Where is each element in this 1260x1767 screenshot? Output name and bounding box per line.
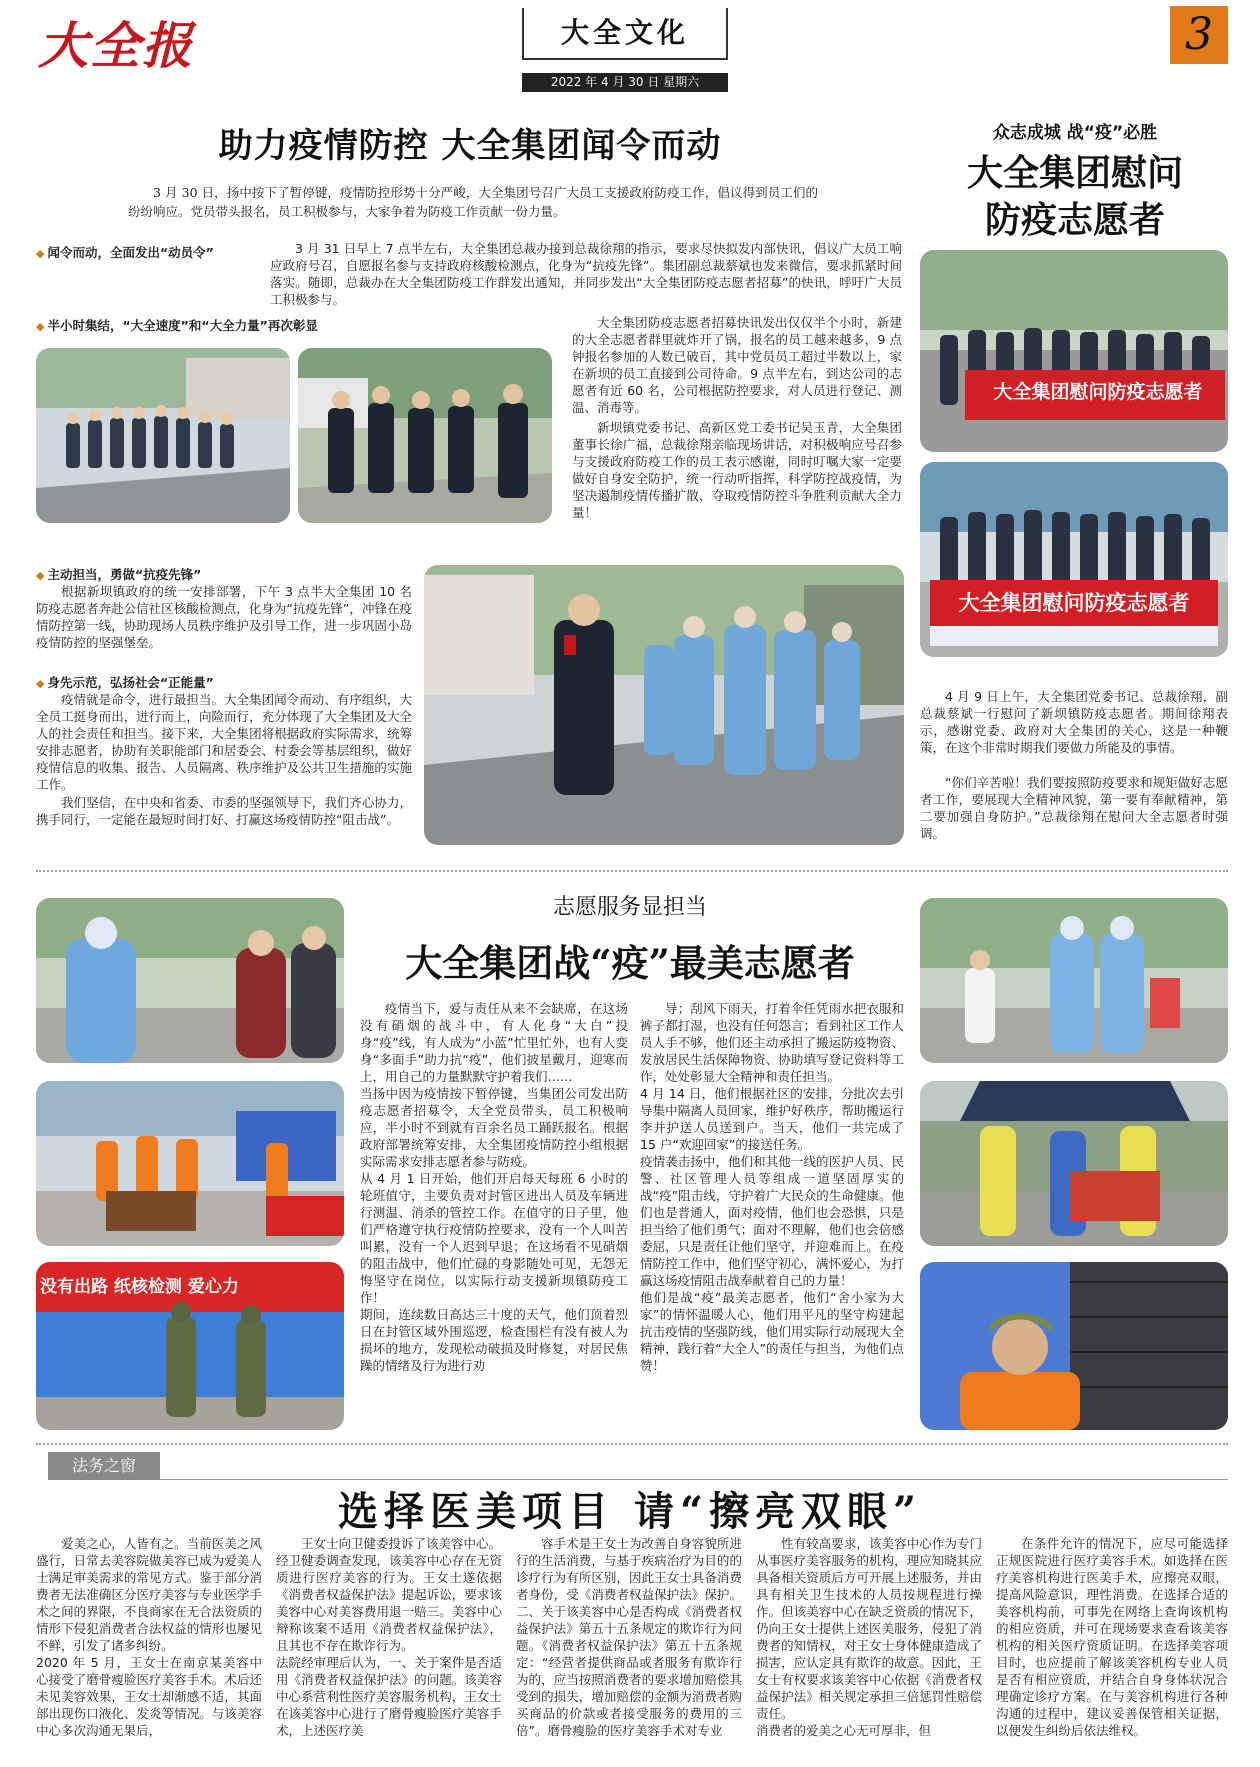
article3-col-2 <box>640 1000 904 1374</box>
date-bar <box>522 73 728 92</box>
article4-col-2-text: 王女士向卫健委投诉了该美容中心。 经卫健委调查发现，该美容中心存在无资质进行医疗美容的行为。王女士遂依据《消费者权益保护法》提起诉讼，要求该美容中心对美容费用退一赔三。美容中心辩称该案不适用《消费者权益保护法》，且其也不存在欺诈行为。 法院经审理后认为，一、关于案件是否适用《消费者权益保护法》的问题。该美容中心系营利性医疗美容服务机构，王女士在该美容中心进行了磨骨瘦脸医疗美容手术，上述医疗美 <box>276 1536 502 1738</box>
article1-para-1: 3 月 31 日早上 7 点半左右，大全集团总裁办接到总裁徐翔的指示，要求尽快拟发内部快讯，倡议广大员工响应政府号召，自愿报名参与支持政府核酸检测点，化身为“抗疫先锋”。集团副总裁蔡斌也发来微信，要求抓紧时间落实。随即，总裁办在大全集团防疫工作群发出通知，并同步发出“大全集团防疫志愿者招募”的快讯，呼吁广大员工积极参与。 <box>270 241 902 307</box>
article2-kicker: 众志成城 战“疫”必胜 <box>992 123 1158 143</box>
photo-leaders-speech <box>298 348 552 523</box>
photo-escort-residents <box>920 898 1228 1063</box>
article4-title: 选择医美项目 请“擦亮双眼” <box>338 1488 922 1535</box>
article1-para-3: 根据新坝镇政府的统一安排部署，下午 3 点半大全集团 10 名防疫志愿者奔赴公信社区核酸检测点，化身为“抗疫先锋”，冲锋在疫情防控第一线，协助现场人员秩序维护及引导工作，进一步巩固小岛疫情防控的坚强堡垒。 <box>36 584 412 650</box>
page-number-box <box>1170 6 1228 64</box>
photo-blue-suit-volunteers <box>424 565 904 845</box>
article2-title-line2: 防疫志愿者 <box>984 199 1165 241</box>
photo-sign-text: 没有出路 纸核检测 爱心力 <box>40 1277 239 1297</box>
article3-col-2-text: 导；刮风下雨天，打着伞任凭雨水把衣服和裤子都打湿，也没有任何怨言；看到社区工作人员人手不够，他们还主动承担了搬运防疫物资、发放居民生活保障物资、协助填写登记资料等工作，处处彰显大全精神和责任担当。 4 月 14 日，他们根据社区的安排，分批次去引导集中隔离人员回家，维护好秩序，帮助搬运行李并护送人员送到户。当天，他们一共完成了 15 户“欢迎回家”的接送任务。 疫情袭击扬中，他们和其他一线的医护人员、民警、社区管理人员等组成一道坚固厚实的战“疫”阻击线，守护着广大民众的生命健康。他们也是普通人，面对疫情，他们也会恐惧，只是担当给了他们勇气；面对不理解，他们也会倍感委屈，只是责任让他们坚守，并迎难而上。在疫情防控工作中，他们坚守初心，满怀爱心，为打赢这场疫情阻击战奉献着自己的力量！ 他们是战“疫”最美志愿者，他们“舍小家为大家”的情怀温暖人心，他们用平凡的坚守构建起抗击疫情的坚强防线，他们用实际行动展现大全精神，践行着“大全人”的责任与担当，为他们点赞！ <box>640 1001 904 1373</box>
diamond-icon: ◆ <box>36 569 45 582</box>
article4-col-2 <box>276 1535 502 1739</box>
article3-col-1 <box>360 1000 628 1374</box>
article4-col-1-text: 爱美之心，人皆有之。当前医美之风盛行，日常去美容院做美容已成为爱美人士满足审美需求的常见方式。鉴于部分消费者无法准确区分医疗美容与专业医学手术之间的界限，不良商家在无合法资质的情形下侵犯消费者合法权益的情形也屡见不鲜，引发了诸多纠纷。 2020 年 5 月，王女士在南京某美容中心接受了磨骨瘦脸医疗美容手术。术后还未见美容效果，王女士却渐感不适，其面部出现伤口液化、发炎等情况。与该美容中心多次沟通无果后， <box>36 1536 262 1738</box>
article2-title-line1: 大全集团慰问 <box>966 152 1183 194</box>
photo-repairing-fence <box>920 1262 1228 1430</box>
photo-orange-vest-checkpoint <box>36 1081 344 1246</box>
photo-condolence-group-2 <box>920 462 1228 657</box>
section-title-box <box>522 8 728 60</box>
article4-col-4-text: 性有较高要求，该美容中心作为专门从事医疗美容服务的机构，理应知晓其应具备相关资质后方可开展上述服务，并由具有相关卫生技术的人员按规程进行操作。但该美容中心在缺乏资质的情况下，仍向王女士提供上述医美服务，侵犯了消费者的知情权，对王女士身体健康造成了损害，应认定具有欺诈的故意。因此，王女士有权要求该美容中心依据《消费者权益保护法》相关规定承担三倍惩罚性赔偿责任。 消费者的爱美之心无可厚非，但 <box>756 1536 982 1738</box>
article3-title: 大全集团战“疫”最美志愿者 <box>405 941 855 985</box>
article1-subhead-3: ◆ 主动担当，勇做“抗疫先锋” <box>36 567 202 582</box>
article1-para-4a: 疫情就是命令，进行最担当。大全集团闻令而动、有序组织，大全员工挺身而出，迸行而上，向险而行，充分体现了大全集团及大全人的社会责任和担当。接下来，大全集团将根据政府实际需求，统筹安排志愿者，协助有关职能部门和居委会、村委会等基层组织，做好疫情信息的收集、报告、人员隔离、秩序维护及公共卫生措施的实施工作。 <box>36 692 412 792</box>
page-number: 3 <box>1185 9 1213 60</box>
section-divider-2 <box>36 1443 1228 1445</box>
article4-col-5-text: 在条件允许的情况下，应尽可能选择正规医院进行医疗美容手术。如选择在医疗美容机构进行医美手术，应擦亮双眼，提高风险意识，理性消费。在选择合适的美容机构前，可事先在网络上查询该机构的相应资质，并可在现场要求查看该美容机构的相关医疗资质证明。在选择美容项目时，也应提前了解该美容机构专业人员是否有相应资质，并结合自身身体状况合理确定诊疗方案。在与美容机构进行各种沟通的过程中，建议妥善保管相关证据，以便发生纠纷后依法维权。 <box>996 1536 1228 1738</box>
article3-kicker: 志愿服务显担当 <box>552 895 707 920</box>
article1-title: 助力疫情防控 大全集团闻令而动 <box>218 126 722 166</box>
diamond-icon: ◆ <box>36 247 45 260</box>
photo-loading-supplies <box>920 1081 1228 1246</box>
photo-volunteer-temperature <box>36 898 344 1063</box>
banner-text-2: 大全集团慰问防疫志愿者 <box>958 591 1190 615</box>
banner-text-1: 大全集团慰问防疫志愿者 <box>993 381 1203 403</box>
article4-col-1 <box>36 1535 262 1739</box>
photo-camouflage-patrol <box>36 1262 344 1430</box>
issue-date: 2022 年 4 月 30 日 星期六 <box>550 75 700 89</box>
article4-col-5 <box>996 1535 1228 1739</box>
section-title: 大全文化 <box>560 16 689 49</box>
article1-para-4b: 我们坚信，在中央和省委、市委的坚强领导下，我们齐心协力，携手同行，一定能在最短时间打好、打赢这场疫情防控“阻击战”。 <box>36 795 412 827</box>
legal-section-tag <box>48 1452 160 1480</box>
article1-para-2a: 大全集团防疫志愿者招募快讯发出仅仅半个小时，新建的大全志愿者群里就炸开了锅，报名的员工越来越多，9 点钟报名参加的人数已破百，其中党员员工超过半数以上，家在新坝的员工直接到公司待命。9 点半左右，到达公司的志愿者有近 60 名，公司根据防控要求，对人员进行登记、测温、消毒等。 <box>572 315 902 415</box>
photo-volunteers-gathering <box>36 348 290 523</box>
article1-lead: 3 月 30 日，扬中按下了暂停键，疫情防控形势十分严峻，大全集团号召广大员工支援政府防疫工作，倡议得到员工们的纷纷响应。党员带头报名，员工积极参与，大家争着为防疫工作贡献一份力量。 <box>128 185 818 219</box>
article1-subhead-4: ◆ 身先示范，弘扬社会“正能量” <box>36 675 214 690</box>
legal-section-tag-text: 法务之窗 <box>71 1456 136 1475</box>
article4-col-3 <box>516 1535 742 1739</box>
diamond-icon: ◆ <box>36 677 45 690</box>
article2-para-2: “你们辛苦啦！我们要按照防疫要求和规矩做好志愿者工作，要展现大全精神风貌，第一要有奉献精神，第二要加强自身防护。”总裁徐翔在慰问大全志愿者时强调。 <box>920 775 1228 841</box>
article2-para-1: 4 月 9 日上午，大全集团党委书记、总裁徐翔，副总裁蔡斌一行慰问了新坝镇防疫志愿者。期间徐翔表示，感谢党委、政府对大全集团的关心，这是一种鞭策，在这个非常时期我们要做力所能及的事情。 <box>920 689 1228 755</box>
article3-col-1-text: 疫情当下，爱与责任从来不会缺席，在这场没有硝烟的战斗中，有人化身“大白”投身“疫”线，有人成为“小蓝”忙里忙外，也有人变身“多面手”助力抗“疫”，他们披星戴月，迎寒而上，用自己的力量默默守护着我们…… 当扬中因为疫情按下暂停键，当集团公司发出防疫志愿者招募令，大全党员带头，员工积极响应，半小时不到就有百余名员工踊跃报名。根据政府部署统筹安排，大全集团疫情防控小组根据实际需求安排志愿者参与防疫。 从 4 月 1 日开始，他们开启每天每班 6 小时的轮班值守，主要负责对封管区进出人员及车辆进行测温、消杀的管控工作。在值守的日子里，他们严格遵守执行疫情防控要求，没有一个人叫苦叫累，没有一个人迟到早退；在这场看不见硝烟的阻击战中，他们忙碌的身影随处可见，无怨无悔坚守在岗位，以实际行动支援新坝镇防疫工作！ 期间，连续数日高达三十度的天气，他们顶着烈日在封管区域外围巡逻，检查围栏有没有被人为损坏的地方，发现松动破损及时修复，对居民焦躁的情绪及行为进行劝 <box>360 1001 628 1373</box>
article1-subhead-2: ◆ 半小时集结，“大全速度”和“大全力量”再次彰显 <box>36 318 318 333</box>
diamond-icon: ◆ <box>36 320 45 333</box>
article1-para-2b: 新坝镇党委书记、高新区党工委书记吴玉青，大全集团董事长徐广福，总裁徐翔亲临现场讲话，对积极响应号召参与支援政府防疫工作的员工表示感谢，同时叮嘱大家一定要做好自身安全防护，统一行动听指挥，科学防控战疫情，为坚决遏制疫情传播扩散，夺取疫情防控斗争胜利贡献大全力量！ <box>572 420 902 520</box>
article1-subhead-1: ◆ 闻令而动，全面发出“动员令” <box>36 245 214 260</box>
section-divider-1 <box>36 870 1228 872</box>
photo-condolence-group-1 <box>920 250 1228 452</box>
masthead <box>0 0 1260 95</box>
article4-col-3-text: 容手术是王女士为改善自身容貌所进行的生活消费，与基于疾病治疗为目的的诊疗行为有所区别，因此王女士具备消费者身份，受《消费者权益保护法》保护。二、关于该美容中心是否构成《消费者权益保护法》第五十五条规定的欺诈行为问题。《消费者权益保护法》第五十五条规定：“经营者提供商品或者服务有欺诈行为的，应当按照消费者的要求增加赔偿其受到的损失，增加赔偿的金额为消费者购买商品的价款或者接受服务的费用的三倍”。磨骨瘦脸的医疗美容手术对专业 <box>516 1536 742 1738</box>
article4-col-4 <box>756 1535 982 1739</box>
paper-name: 大全报 <box>38 16 194 75</box>
